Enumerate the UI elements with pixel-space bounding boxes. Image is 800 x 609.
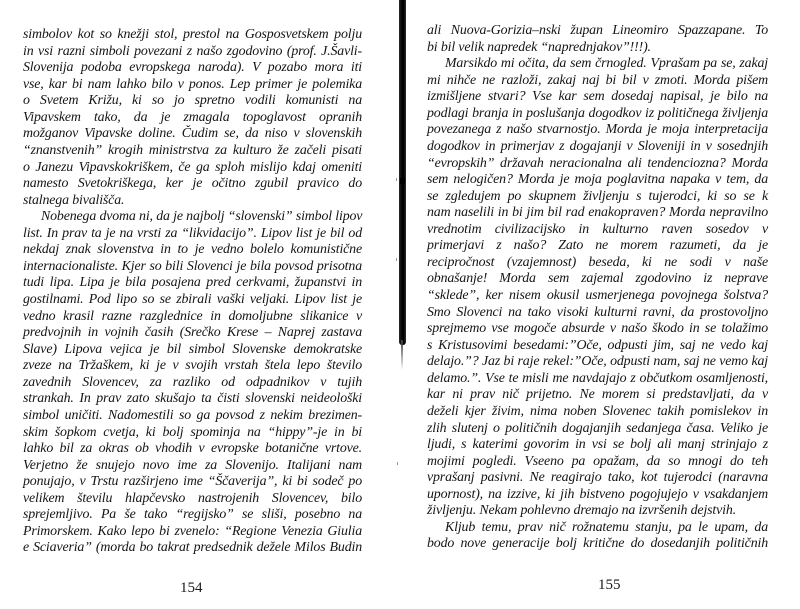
right-page <box>400 0 800 609</box>
text-line: mi nihče ne razloži, zakaj naj bi bil v zmoti. Morda pišem <box>427 72 768 88</box>
scan-speck <box>396 178 397 181</box>
text-line: Smo Slovenci na tako visoki kulturni ravni, da prostovoljno <box>427 304 768 320</box>
text-line: sem nelogičen? Morda je moja poglavitna napaka v tem, da <box>427 172 768 188</box>
text-line: vedno krasil razne razglednice in domoljubne slikanice v <box>23 308 362 324</box>
text-line: delamo.”. Vse te misli me navdajajo z občutkom osamljenosti, <box>427 370 768 386</box>
text-line: o Janezu Vipavskokriškem, če ga sploh mislijo kdaj omeniti <box>23 159 362 175</box>
text-line: zveze na Tržaškem, ki je v svojih vrstah štela lepo število <box>23 358 362 374</box>
text-line: zlih slutenj o političnih dogajanjih sedanjega časa. Veliko je <box>427 420 768 436</box>
text-line: o Svetem Križu, ki so jo spretno vodili komunisti na <box>23 93 362 109</box>
text-line: delajo.”? Jaz bi raje rekel:”Oče, odpusti nam, saj ne vemo kaj <box>427 354 768 370</box>
text-line: ljudi, s katerimi govorim in vsi se bolj ali manj strinjajo z <box>427 437 768 453</box>
text-line: tudi lipa. Lipa je bila posajena pred cerkvami, županstvi in <box>23 275 362 291</box>
page-number-right: 155 <box>598 577 621 593</box>
text-line: deželi kjer živim, nima noben Slovenec takih pomislekov in <box>427 403 768 419</box>
text-line: lahko bil za okras ob vhodih v evropske botanične vrtove. <box>23 441 362 457</box>
text-line: velikem številu hlapčevsko nastrojenih Slovencev, bilo <box>23 490 362 506</box>
text-line: ali Nuova-Gorizia–nski župan Lineomiro Spazzapane. To <box>427 23 768 38</box>
text-line-paragraph-start: Kljub temu, prav nič rožnatemu stanju, pa le upam, da <box>445 519 768 535</box>
text-line: povezanega z našo stvarnostjo. Morda je moja interpretacija <box>427 122 768 138</box>
text-line: upornost), na izzive, ki jih bistveno pogojujejo v vsakdanjem <box>427 486 768 502</box>
text-line: Slovenija podoba evropskega naroda). V pozabo mora iti <box>23 60 362 76</box>
text-line: možganov Vipavske doline. Čudim se, da niso v slovenskih <box>23 126 362 142</box>
right-page-body-text <box>427 23 768 553</box>
text-line: podlagi branja in poslušanja dogodkov iz političnega življenja <box>427 105 768 121</box>
text-line: Verjetno že snujejo novo ime za Slovenijo. Italijani nam <box>23 457 362 473</box>
text-line: vrednotim civilizacijsko in kulturno raven sosedov v <box>427 221 768 237</box>
text-line: bi bil velik napredek “naprednjakov”!!!). <box>427 39 651 55</box>
text-line: primerjavi z našo? Zato ne morem razumeti, da je <box>427 238 768 254</box>
text-line: “sklede”, ker nisem okusil usmerjenega povojnega šolstva? <box>427 288 768 303</box>
text-line-paragraph-start: Nobenega dvoma ni, da je najbolj “slovenski” simbol lipov <box>41 209 363 225</box>
text-line: simbol uničiti. Nadomestili so ga povsod z nekim brezimen- <box>23 407 362 423</box>
text-line: skim šopkom cvetja, ki bolj spominja na “hippy”-je in bi <box>23 424 362 440</box>
text-line: Primorskem. Kako lepo bi zvenelo: “Regione Venezia Giulia <box>23 523 362 539</box>
text-line: “evropskih” državah neracionalna ali tendenciozna? Morda <box>427 155 768 171</box>
text-line: nam naselili in bi jim bil rad enakopraven? Morda nepravilno <box>427 205 768 221</box>
text-line: se zgledujem po skupnem življenju s tujerodci, ki so se k <box>427 188 768 204</box>
text-line: gostilnami. Pod lipo so se zbirali vaški veljaki. Lipov list je <box>23 292 362 307</box>
text-line: e Sciaveria” (morda bo takrat predsednik dežele Milos Budin <box>23 540 362 556</box>
text-line: strankah. In prav zato skušajo ta čisti slovenski neideološki <box>23 391 362 407</box>
text-line: bodo nove generacije bolj kritične do dosedanjih političnih <box>427 536 768 552</box>
text-line: stalnega bivališča. <box>23 192 125 208</box>
page-number-left: 154 <box>180 580 203 596</box>
text-line: namesto Svetokriškega, ker je očitno zgubil pravico do <box>23 176 362 192</box>
text-line: vprašanj pasivni. Ne reagirajo tako, kot tujerodci (naravna <box>427 470 768 486</box>
text-line: in vsi razni simboli povezani z našo zgodovino (prof. J.Šavli- <box>23 43 362 59</box>
text-line: predvojnih in vojnih časih (Srečko Krese – Naprej zastava <box>23 325 362 341</box>
scan-speck <box>396 258 397 261</box>
text-line: sprejmemo vse mogoče absurde v našo škodo in se tolažimo <box>427 321 768 337</box>
text-line: obnašanje! Morda sem zajemal zgodovino iz neprave <box>427 271 768 287</box>
text-line: list. In prav ta je na vrsti za “likvidacijo”. Lipov list je bil od <box>23 225 362 241</box>
text-line: ponujajo, v Trstu razširjeno ime “Ščaverija”, ki bi sodeč po <box>23 474 362 490</box>
text-line: nekdaj znak slovenstva in to je vedno bolelo komunistične <box>23 242 362 258</box>
text-line: življenju. Nekam pohlevno dremajo na izvršenih dejstvih. <box>427 503 736 519</box>
text-line: vse, kar bi nam lahko bilo v ponos. Lep primer je polemika <box>23 76 362 92</box>
text-line: simbolov kot so knežji stol, prestol na Gosposvetskem polju <box>23 27 362 42</box>
text-line: Slave) Lipova vejica je bil simbol Slovenske demokratske <box>23 341 362 357</box>
text-line: sprejemljivo. Pa še tako “regijsko” se sliši, posebno na <box>23 507 362 523</box>
text-line-paragraph-start: Marsikdo mi očita, da sem črnogled. Vprašam pa se, zakaj <box>445 56 768 72</box>
text-line: zavednih Slovencev, za razliko od odpadnikov v tujih <box>23 374 362 390</box>
left-page-body-text <box>23 27 362 557</box>
text-line: Vipavskem tako, da je zmagala topoglavost opranih <box>23 109 362 125</box>
text-line: s Kristusovimi besedami:”Oče, odpusti jim, saj ne vedo kaj <box>427 337 768 353</box>
text-line: dogodkov in primerjav z dogajanji v Sloveniji in v sosednjih <box>427 138 768 154</box>
text-line: mojimi pogledi. Vseeno pa opažam, da so mnogi do teh <box>427 453 768 469</box>
text-line: recipročnost (vzajemnost) beseda, ki ne sodi v naše <box>427 254 768 270</box>
text-line: kar ni prav nič prijetno. Ne morem si predstavljati, da v <box>427 387 768 403</box>
scan-speck <box>397 462 398 465</box>
text-line: internacionaliste. Kjer so bili Slovenci je bila povsod prisotna <box>23 258 362 274</box>
text-line: “znanstvenih” krogih ministrstva za kulturo že začeli pisati <box>23 142 362 158</box>
text-line: izmišljene stvari? Vse kar sem dosedaj napisal, je bilo na <box>427 89 768 105</box>
